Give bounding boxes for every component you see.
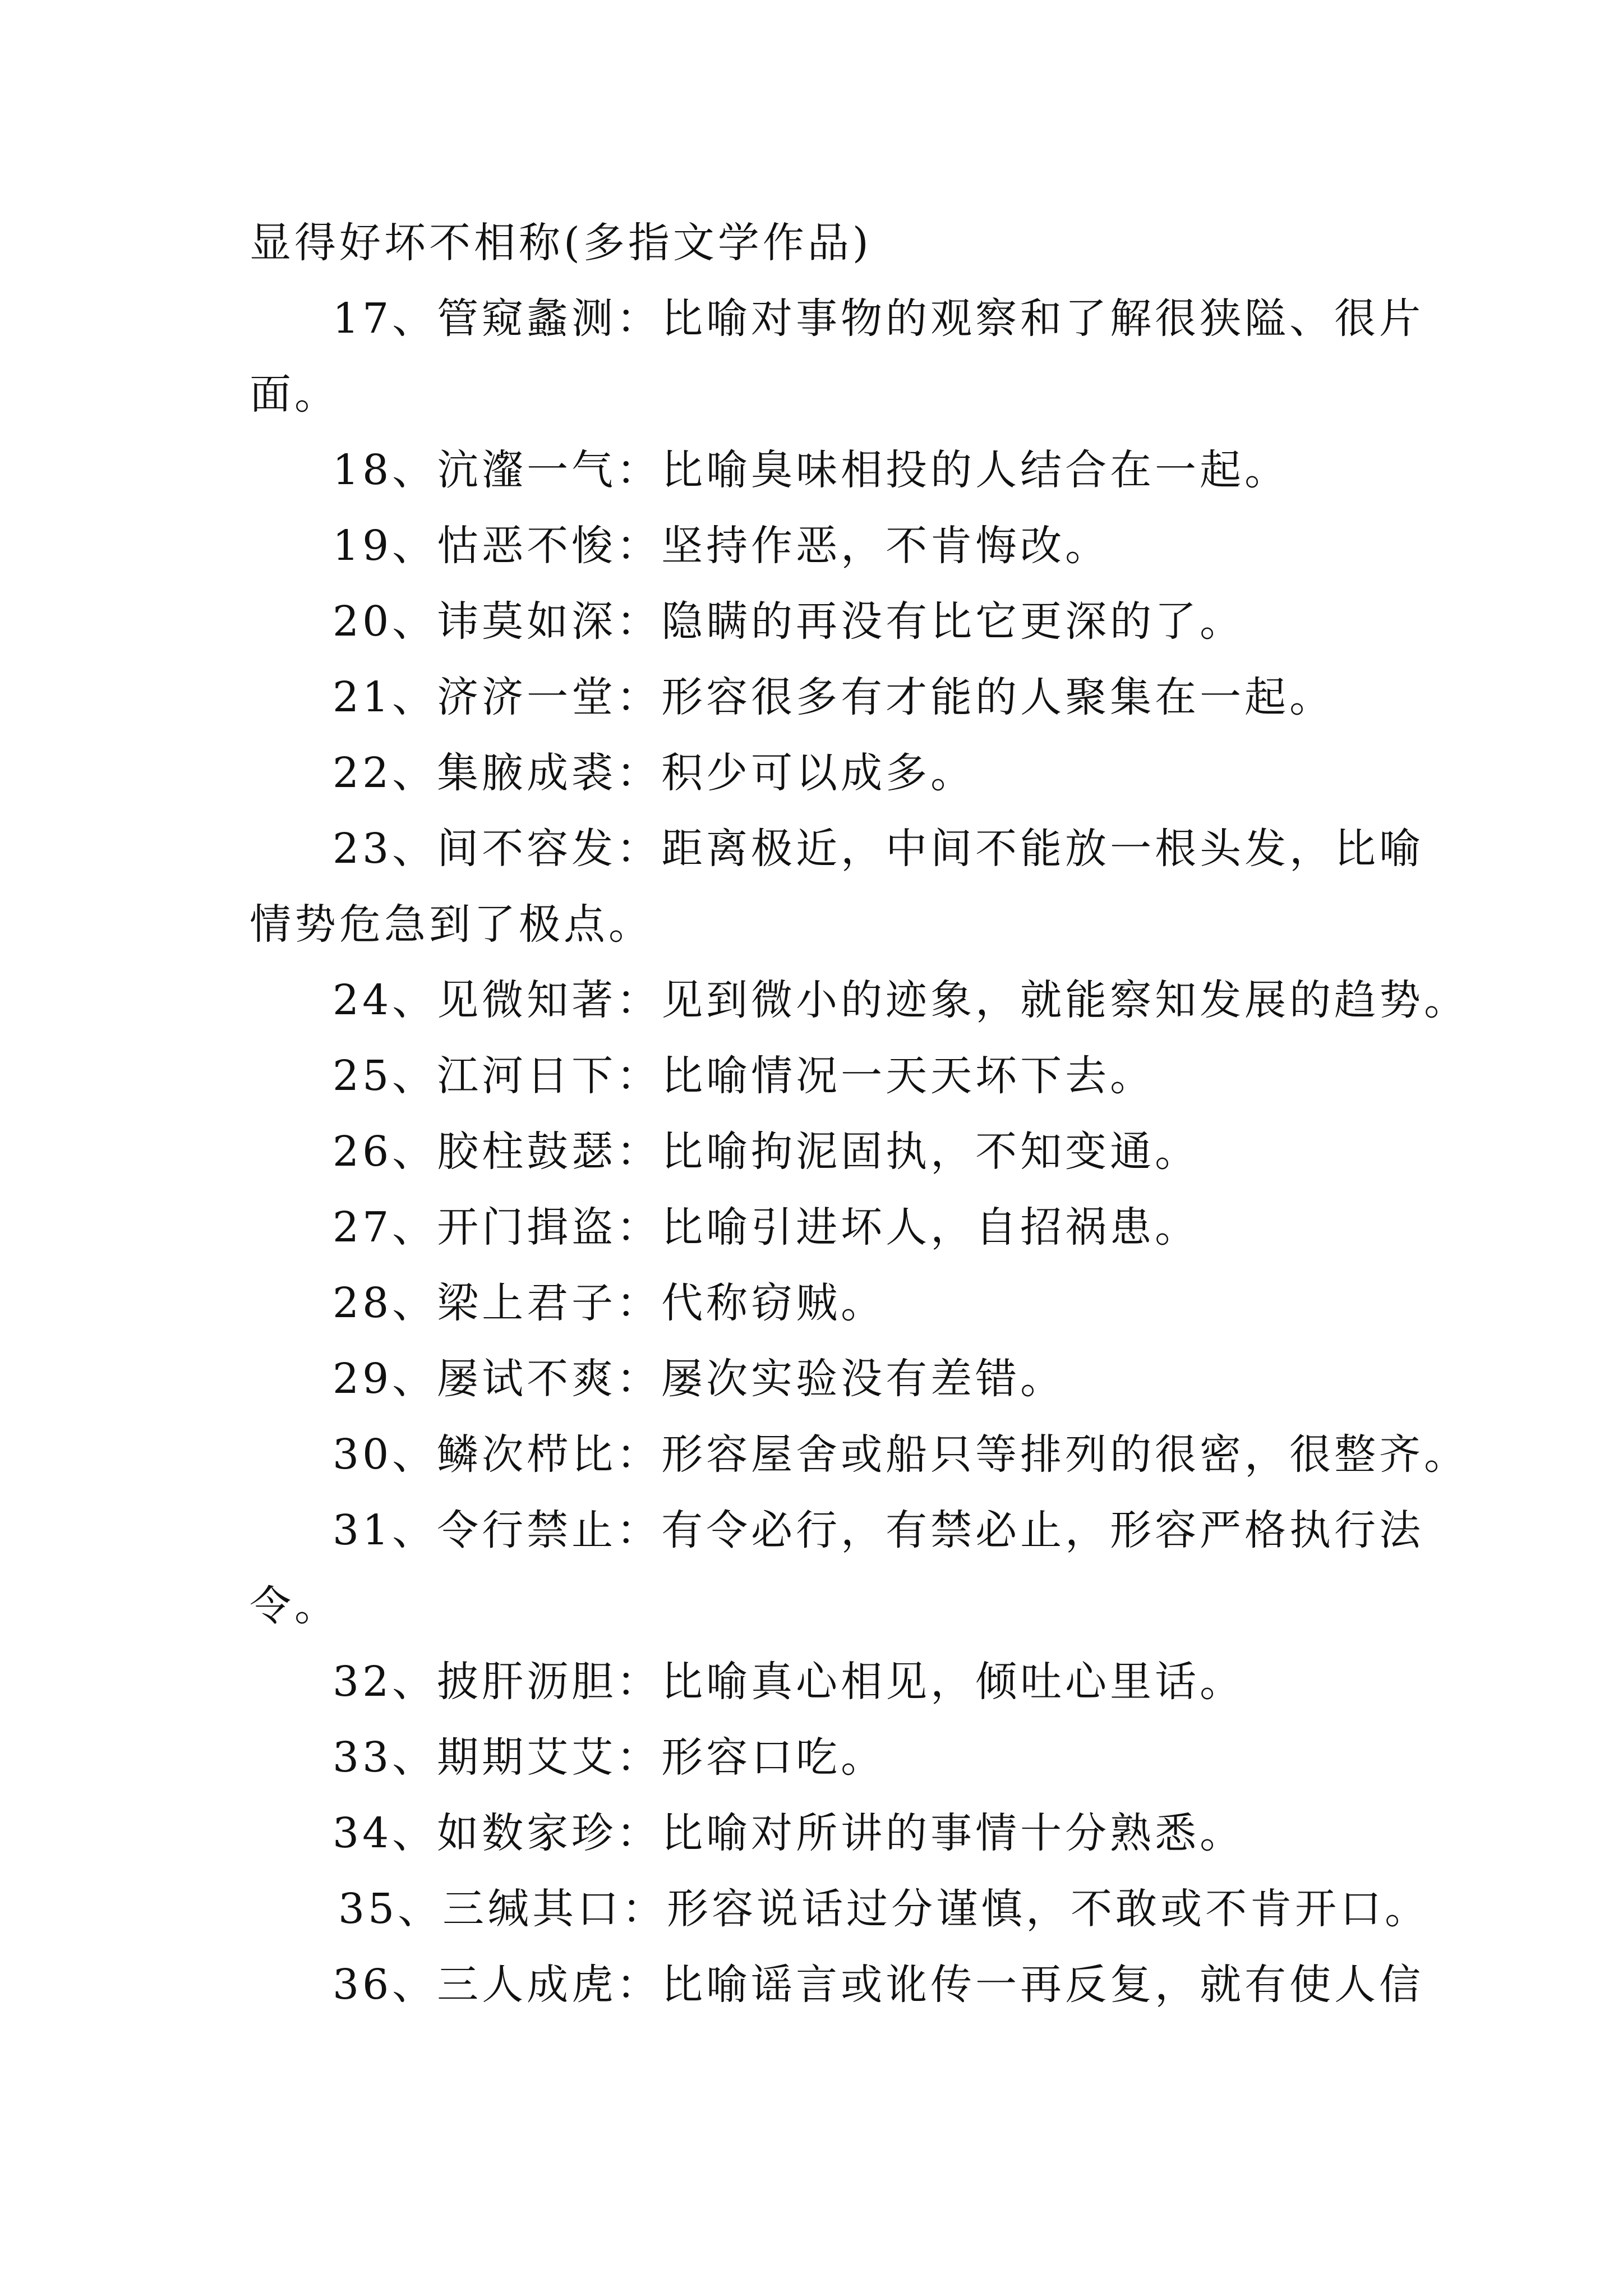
idiom-entry-28: 28、梁上君子：代称窃贼。 xyxy=(333,1279,886,1327)
idiom-entry-21: 21、济济一堂：形容很多有才能的人聚集在一起。 xyxy=(333,673,1335,721)
idiom-entry-34: 34、如数家珍：比喻对所讲的事情十分熟悉。 xyxy=(333,1809,1245,1857)
text-line: 面。 xyxy=(250,370,339,418)
idiom-entry-23: 23、间不容发：距离极近，中间不能放一根头发，比喻 xyxy=(333,825,1424,873)
idiom-entry-26: 26、胶柱鼓瑟：比喻拘泥固执，不知变通。 xyxy=(333,1128,1200,1176)
idiom-entry-29: 29、屡试不爽：屡次实验没有差错。 xyxy=(333,1355,1066,1403)
text-line: 情势危急到了极点。 xyxy=(250,900,653,949)
text-line: 令。 xyxy=(250,1582,339,1630)
idiom-entry-32: 32、披肝沥胆：比喻真心相见，倾吐心里话。 xyxy=(333,1658,1245,1706)
text-line: 显得好坏不相称(多指文学作品) xyxy=(250,219,872,267)
idiom-entry-30: 30、鳞次栉比：形容屋舍或船只等排列的很密，很整齐。 xyxy=(333,1430,1469,1479)
idiom-entry-25: 25、江河日下：比喻情况一天天坏下去。 xyxy=(333,1052,1155,1100)
idiom-text-column xyxy=(250,205,1469,2023)
idiom-entry-24: 24、见微知著：见到微小的迹象，就能察知发展的趋势。 xyxy=(333,976,1469,1024)
idiom-entry-17: 17、管窥蠡测：比喻对事物的观察和了解很狭隘、很片 xyxy=(333,295,1424,343)
idiom-entry-20: 20、讳莫如深：隐瞒的再没有比它更深的了。 xyxy=(333,597,1245,646)
idiom-entry-33: 33、期期艾艾：形容口吃。 xyxy=(333,1733,886,1782)
idiom-entry-27: 27、开门揖盗：比喻引进坏人，自招祸患。 xyxy=(333,1203,1200,1251)
idiom-entry-35: 35、三缄其口：形容说话过分谨慎，不敢或不肯开口。 xyxy=(338,1885,1430,1933)
idiom-entry-18: 18、沆瀣一气：比喻臭味相投的人结合在一起。 xyxy=(333,446,1290,494)
idiom-entry-36: 36、三人成虎：比喻谣言或讹传一再反复，就有使人信 xyxy=(333,1961,1424,2009)
idiom-entry-31: 31、令行禁止：有令必行，有禁必止，形容严格执行法 xyxy=(333,1506,1424,1554)
idiom-entry-19: 19、怙恶不悛：坚持作恶，不肯悔改。 xyxy=(333,522,1110,570)
idiom-entry-22: 22、集腋成裘：积少可以成多。 xyxy=(333,749,976,797)
